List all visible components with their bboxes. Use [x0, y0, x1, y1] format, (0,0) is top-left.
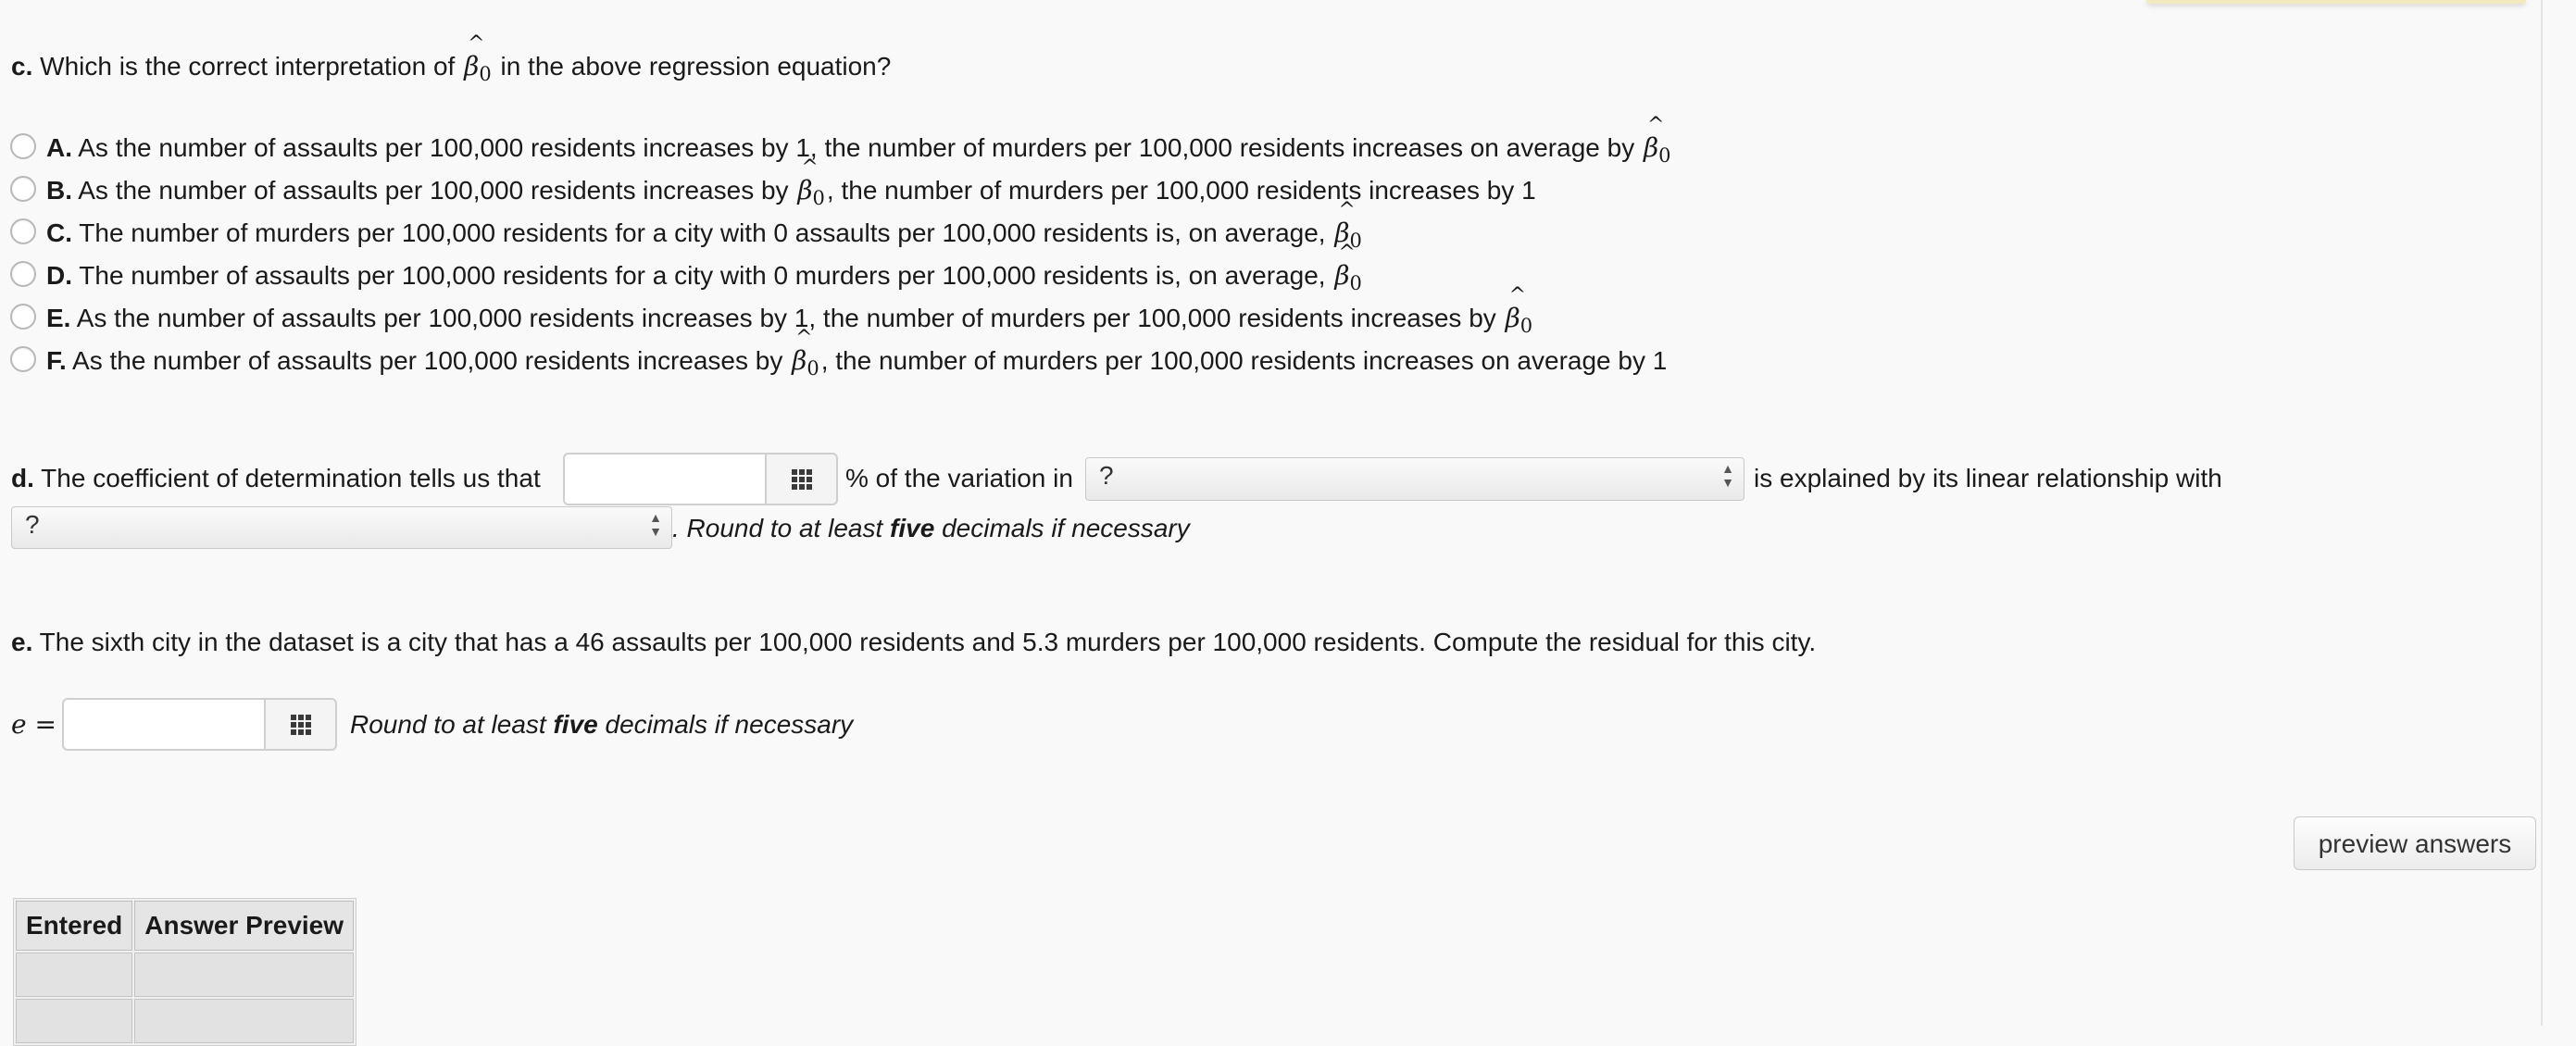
- round-note-e: Round to at least five decimals if necessary: [350, 710, 854, 739]
- question-d-text2: % of the variation in: [845, 464, 1073, 492]
- beta-hat-symbol: ^ $\beta_0$: [1334, 242, 1362, 294]
- option-e-label[interactable]: E. As the number of assaults per 100,000 residents increases by 1, the number of murders per 100,000 residents increases by ^ $\beta_0$: [46, 284, 1533, 337]
- residual-label: e =: [11, 709, 56, 740]
- radio-option-b[interactable]: [10, 176, 36, 202]
- variation-variable-select[interactable]: ? ▲ ▼: [1085, 457, 1744, 501]
- header-answer-preview: Answer Preview: [134, 901, 354, 951]
- table-row: [16, 953, 354, 997]
- math-palette-button-e[interactable]: [265, 698, 337, 751]
- grid-icon: [792, 469, 812, 490]
- coefficient-percent-input[interactable]: [563, 453, 767, 505]
- table-cell: [16, 999, 132, 1043]
- beta-hat-symbol: ^ $\beta_0$: [1643, 114, 1671, 167]
- question-c-prompt-before: Which is the correct interpretation of: [40, 52, 456, 81]
- option-f-label[interactable]: F. As the number of assaults per 100,000 residents increases by ^ $\beta_0$, the number of murders per 100,000 residents increases on average by 1: [46, 327, 1668, 380]
- preview-answers-button[interactable]: preview answers: [2294, 816, 2536, 870]
- select-arrows-icon: ▲ ▼: [649, 510, 662, 539]
- top-panel-edge: [2146, 0, 2526, 4]
- table-header-row: [16, 901, 354, 951]
- grid-icon: [291, 715, 311, 735]
- radio-option-a[interactable]: [10, 133, 36, 159]
- beta-hat-symbol: ^ $\beta_0$: [797, 156, 825, 209]
- select-arrows-icon: ▲ ▼: [1721, 461, 1734, 490]
- answer-preview-table: [13, 898, 356, 1046]
- question-c-prompt-after: in the above regression equation?: [500, 52, 892, 81]
- beta-hat-symbol: ^ $\beta_0$: [1334, 199, 1362, 252]
- question-d-text: d. The coefficient of determination tells us that: [11, 464, 541, 492]
- table-cell: [134, 953, 354, 997]
- right-scroll-border: [2541, 0, 2543, 1026]
- radio-option-e[interactable]: [10, 304, 36, 330]
- question-c: [11, 32, 892, 85]
- math-palette-button-d[interactable]: [766, 453, 838, 505]
- beta-hat-symbol: ^ $\beta_0$: [1505, 284, 1533, 337]
- table-cell: [16, 953, 132, 997]
- question-d-letter: d.: [11, 464, 34, 492]
- beta-hat-symbol: ^ $\beta_0$: [792, 327, 819, 380]
- question-e-letter: e.: [11, 628, 33, 656]
- beta-hat-symbol: ^ $\beta_0$: [464, 32, 492, 85]
- question-e-text: e. The sixth city in the dataset is a city that has a 46 assaults per 100,000 residents and 5.3 murders per 100,000 residents. Compute the residual for this city.: [11, 628, 1817, 656]
- table-cell: [134, 999, 354, 1043]
- relationship-variable-select[interactable]: ? ▲ ▼: [11, 506, 672, 549]
- option-a-label[interactable]: A. As the number of assaults per 100,000 residents increases by 1, the number of murders per 100,000 residents increases on average by ^ $\beta_0$: [46, 114, 1671, 167]
- round-note-d: . Round to at least five decimals if necessary: [672, 514, 1190, 542]
- option-d-label[interactable]: D. The number of assaults per 100,000 residents for a city with 0 murders per 100,000 residents is, on average, ^ $\beta_0$: [46, 242, 1362, 294]
- radio-option-c[interactable]: [10, 218, 36, 244]
- question-c-letter: c.: [11, 52, 33, 81]
- header-entered: Entered: [16, 901, 132, 951]
- option-c-label[interactable]: C. The number of murders per 100,000 residents for a city with 0 assaults per 100,000 residents is, on average, ^ $\beta_0$: [46, 199, 1362, 252]
- option-b-label[interactable]: B. As the number of assaults per 100,000 residents increases by ^ $\beta_0$, the number of murders per 100,000 residents increases by 1: [46, 156, 1536, 209]
- residual-input[interactable]: [62, 698, 266, 751]
- question-d-text3: is explained by its linear relationship with: [1754, 464, 2222, 492]
- table-row: [16, 999, 354, 1043]
- radio-option-d[interactable]: [10, 261, 36, 287]
- radio-option-f[interactable]: [10, 346, 36, 372]
